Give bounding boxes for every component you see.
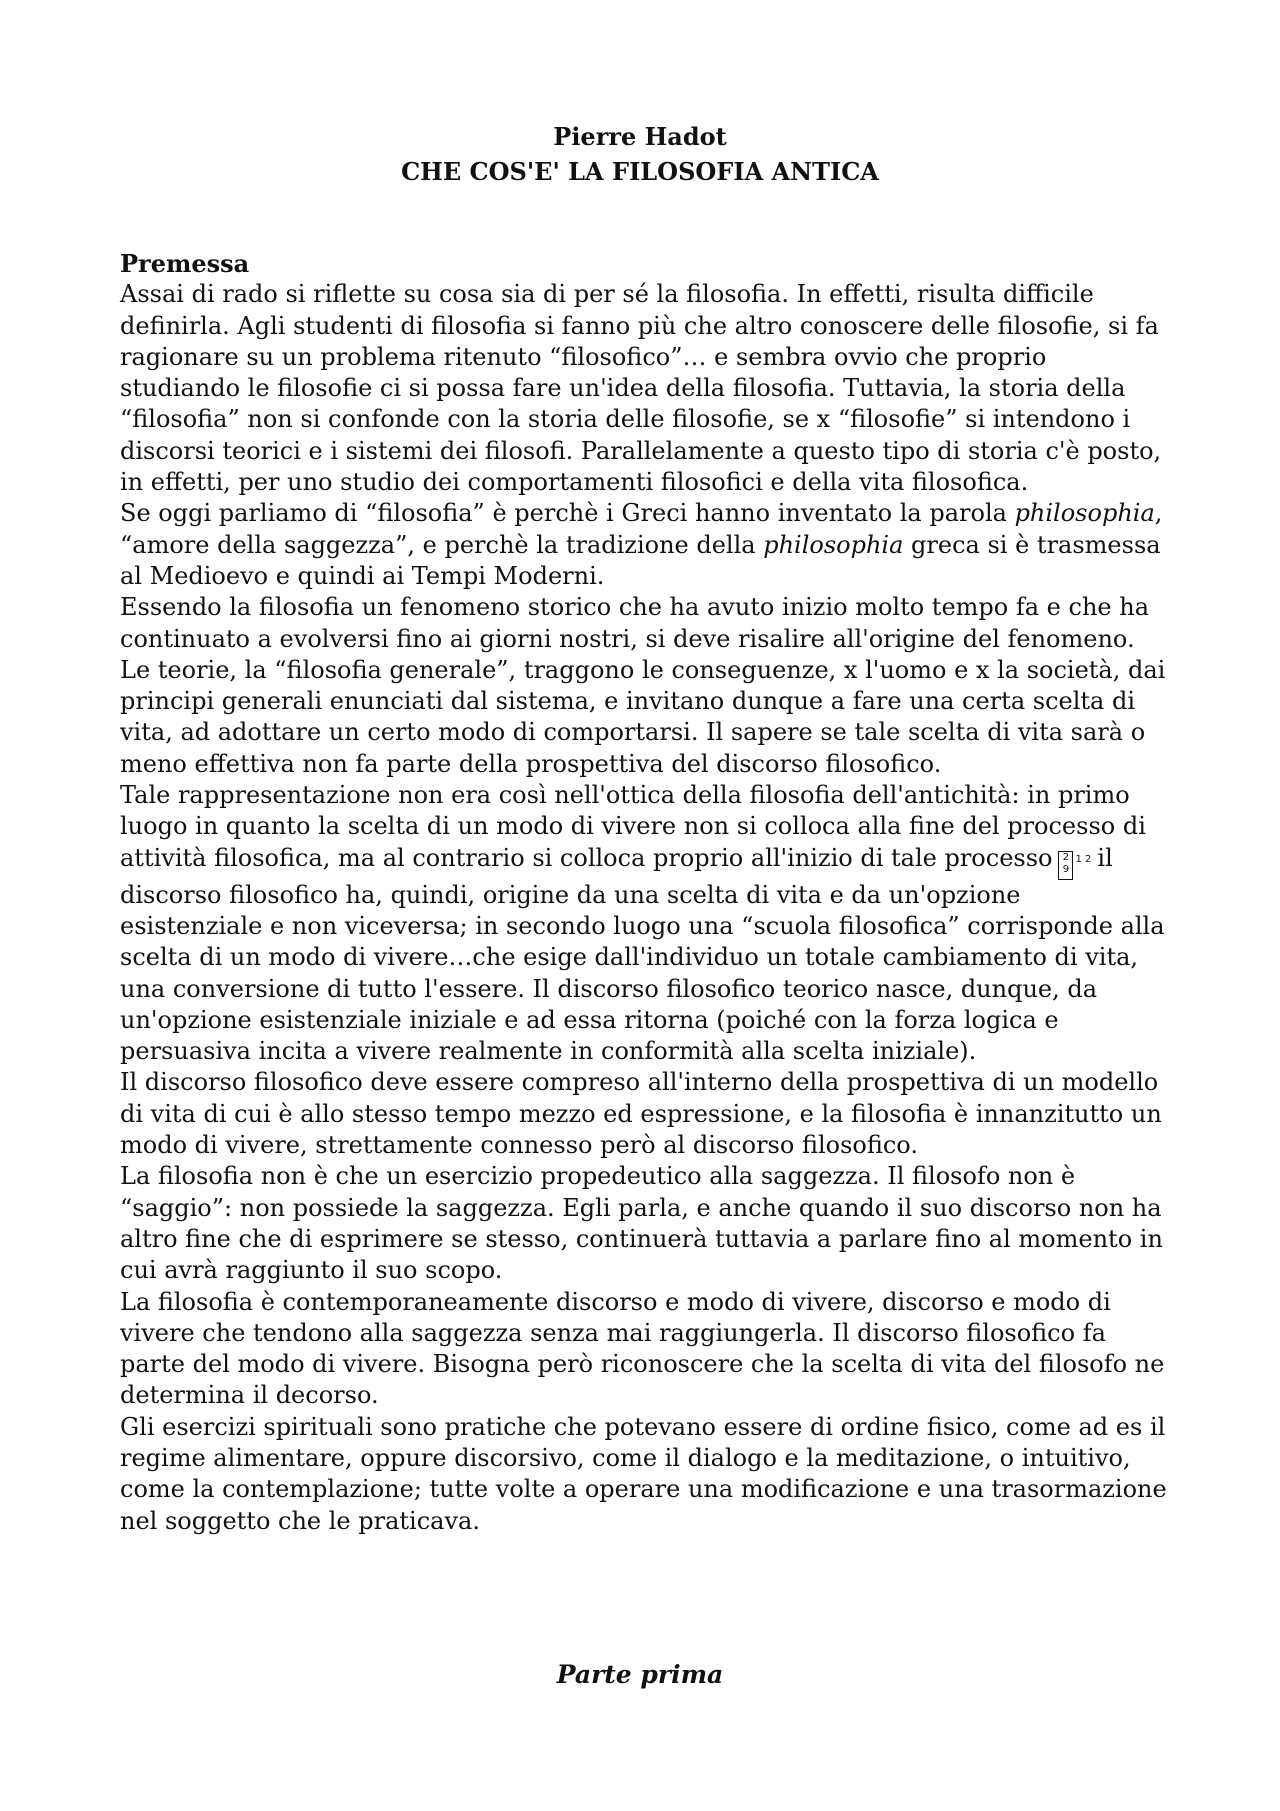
italic-term: philosophia: [763, 530, 904, 559]
document-body: [120, 248, 1170, 1537]
paragraph-text: il discorso filosofico ha, quindi, origine da una scelta di vita e da un'opzione esistenziale e non viceversa; in secondo luogo una “scuola filosofica” corrisponde alla scelta di un modo di vivere…che esige dall'individuo un totale cambiamento di vita, una conversione di tutto l'essere. Il discorso filosofico teorico nasce, dunque, da un'opzione esistenziale iniziale e ad essa ritorna (poiché con la forza logica e persuasiva incita a vivere realmente in conformità alla scelta iniziale).: [120, 843, 1165, 1066]
paragraph: Il discorso filosofico deve essere compreso all'interno della prospettiva di un modello di vita di cui è allo stesso tempo mezzo ed espressione, e la filosofia è innanzitutto un modo di vivere, strettamente connesso però al discorso filosofico.: [120, 1068, 1162, 1160]
paragraph: La filosofia non è che un esercizio propedeutico alla saggezza. Il filosofo non è “saggio”: non possiede la saggezza. Egli parla, e anche quando il suo discorso non ha altro fine che di esprimere se stesso, continuerà tuttavia a parlare fino al momento in cui avrà raggiunto il suo scopo.: [120, 1162, 1163, 1285]
paragraph: Le teorie, la “filosofia generale”, traggono le conseguenze, x l'uomo e x la società, dai principi generali enunciati dal sistema, e invitano dunque a fare una certa scelta di vita, ad adottare un certo modo di comportarsi. Il sapere se tale scelta di vita sarà o meno effettiva non fa parte della prospettiva del discorso filosofico.: [120, 655, 1166, 778]
paragraph: Gli esercizi spirituali sono pratiche che potevano essere di ordine fisico, come ad es il regime alimentare, oppure discorsivo, come il dialogo e la meditazione, o intuitivo, come la contemplazione; tutte volte a operare una modificazione e una trasormazione nel soggetto che le praticava.: [120, 1412, 1167, 1535]
missing-glyph-superscript: 1 2: [1075, 853, 1092, 865]
paragraph-text: Tale rappresentazione non era così nell'ottica della filosofia dell'antichità: in primo luogo in quanto la scelta di un modo di vivere non si colloca alla fine del processo di attività filosofica, ma al contrario si colloca proprio all'inizio di tale processo: [120, 781, 1146, 872]
author-name: Pierre Hadot: [553, 122, 727, 151]
document-title: CHE COS'E' LA FILOSOFIA ANTICA: [401, 157, 879, 186]
paragraph: [120, 780, 1170, 1067]
italic-term: philosophia: [1014, 499, 1155, 528]
paragraph: Essendo la filosofia un fenomeno storico che ha avuto inizio molto tempo fa e che ha continuato a evolversi fino ai giorni nostri, si deve risalire all'origine del fenomeno.: [120, 593, 1149, 653]
paragraph: La filosofia è contemporaneamente discorso e modo di vivere, discorso e modo di vivere che tendono alla saggezza senza mai raggiungerla. Il discorso filosofico fa parte del modo di vivere. Bisogna però riconoscere che la scelta di vita del filosofo ne determina il decorso.: [120, 1287, 1165, 1410]
paragraph: Assai di rado si riflette su cosa sia di per sé la filosofia. In effetti, risulta difficile definirla. Agli studenti di filosofia si fanno più che altro conoscere delle filosofie, si fa ragionare su un problema ritenuto “filosofico”… e sembra ovvio che proprio studiando le filosofie ci si possa fare un'idea della filosofia. Tuttavia, la storia della “filosofia” non si confonde con la storia delle filosofie, se x “filosofie” si intendono i discorsi teorici e i sistemi dei filosofi. Parallelamente a questo tipo di storia c'è posto, in effetti, per uno studio dei comportamenti filosofici e della vita filosofica.: [120, 280, 1162, 497]
paragraph-text: Se oggi parliamo di “filosofia” è perchè i Greci hanno inventato la parola: [120, 499, 1015, 528]
paragraph: [120, 498, 1170, 592]
missing-glyph-box: 2 9: [1058, 851, 1073, 880]
part-heading: Parte prima: [556, 1660, 724, 1689]
paragraph-text: greca si è trasmessa al Medioevo e quindi ai Tempi Moderni.: [120, 530, 1161, 590]
section-heading: Premessa: [120, 249, 250, 278]
paragraph-text: , “amore della saggezza”, e perchè la tradizione della: [120, 499, 1163, 559]
